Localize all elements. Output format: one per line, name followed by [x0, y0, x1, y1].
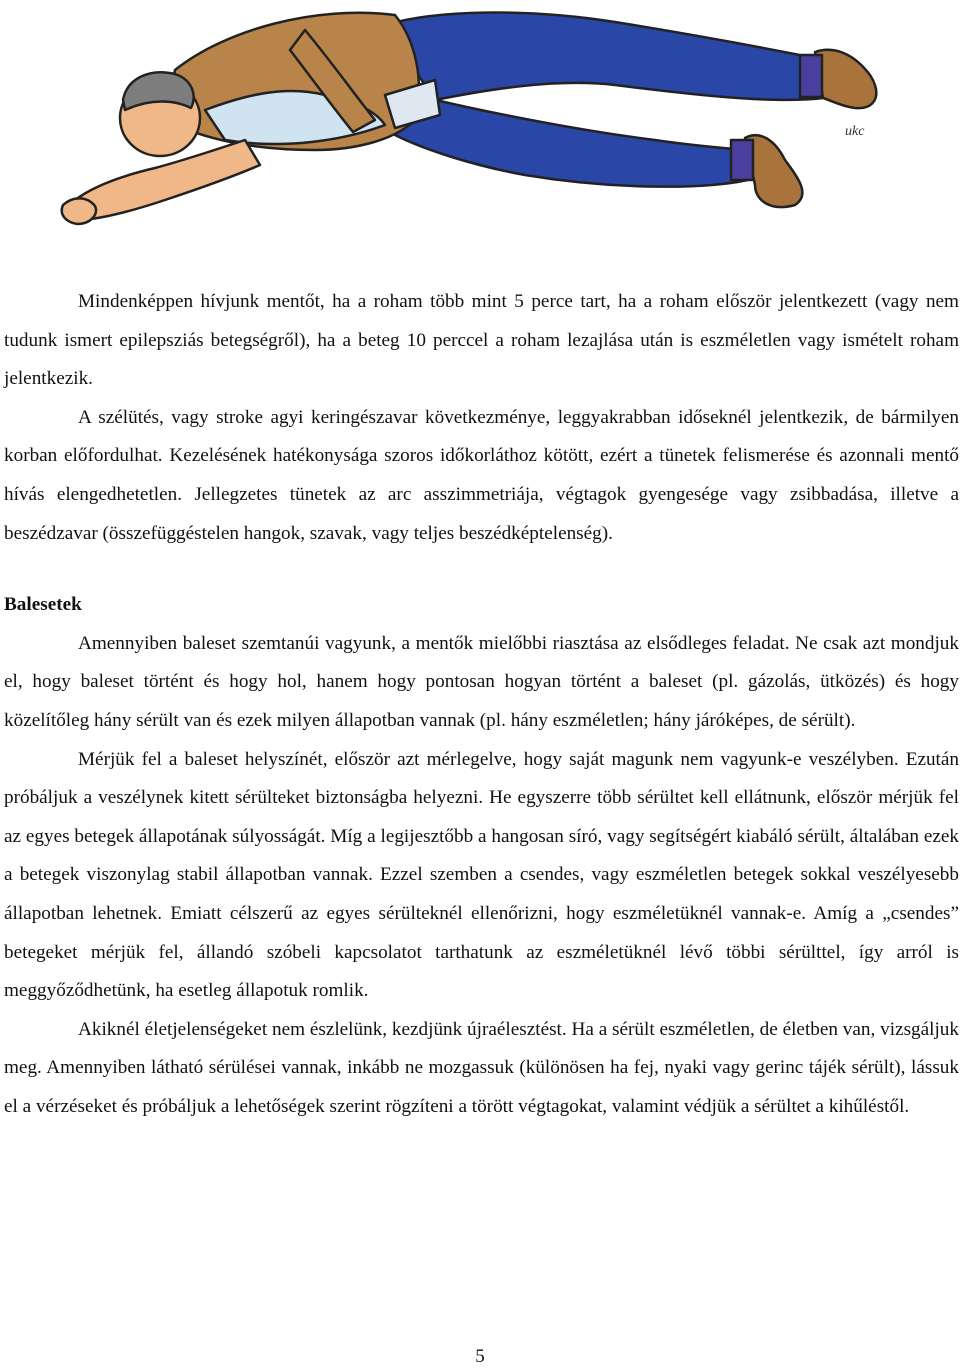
back-sock [731, 140, 753, 180]
front-leg [385, 13, 823, 100]
artist-signature: ukc [845, 124, 865, 139]
front-shoe [815, 50, 876, 108]
paragraph-resuscitation: Akiknél életjelenségeket nem észlelünk, kezdjünk újraélesztést. Ha a sérült eszméletlen, de életben van, vizsgáljuk meg. Amennyiben látható sérülései vannak, inkább ne mozgassuk (különösen ha fej, nyaki vagy gerinc tájék sérült), lássuk el a vérzéseket és próbáljuk a lehetőségek szerint rögzíteni a törött végtagokat, valamint védjük a sérültet a kihűléstől. [4, 1018, 959, 1117]
rear-leg [395, 95, 755, 187]
section-heading-balesetek: Balesetek [4, 594, 82, 616]
paragraph-scene-assessment: Mérjük fel a baleset helyszínét, először azt mérlegelve, hogy saját magunk nem vagyunk-e veszélyben. Ezután próbáljuk a veszélynek kitett sérülteket biztonságba helyezni. He egyszerre több sérültet kell ellátnunk, először mérjük fel az egyes betegek állapotának súlyosságát. Míg a legijesztőbb a hangosan síró, vagy segítségért kiabáló sérült, általában ezek a betegek viszonylag stabil állapotban vannak. Ezzel szemben a csendes, vagy eszméletlen betegek sokkal veszélyesebb állapotban lehetnek. Emiatt célszerű az egyes sérülteknél ellenőrizni, hogy eszméletüknél vannak-e. Amíg a „csendes” betegeket mérjük fel, állandó szóbeli kapcsolatot tarthatunk az eszméletüknél lévő többi sérülttel, így arról is meggyőződhetünk, ha esetleg állapotuk romlik. [4, 748, 959, 1002]
front-sock [800, 55, 822, 97]
hand [62, 198, 96, 224]
page-number: 5 [475, 1346, 485, 1367]
recovery-position-illustration [55, 0, 895, 240]
document-body [4, 283, 959, 1126]
paragraph-stroke: A szélütés, vagy stroke agyi keringészavar következménye, leggyakrabban időseknél jelentkezik, de bármilyen korban előfordulhat. Kezelésének hatékonysága szoros időkorláthoz kötött, ezért a tünetek felismerése és azonnali mentő hívás elengedhetetlen. Jellegzetes tünetek az arc asszimmetriája, végtagok gyengesége vagy zsibbadása, illetve a beszédzavar (összefüggéstelen hangok, szavak, vagy teljes beszédképtelenség). [4, 406, 959, 544]
paragraph-emergency-call: Mindenképpen hívjunk mentőt, ha a roham több mint 5 perce tart, ha a roham először jelentkezett (vagy nem tudunk ismert epilepsziás betegségről), ha a beteg 10 perccel a roham lezajlása után is eszméletlen vagy ismételt roham jelentkezik. [4, 291, 959, 390]
paragraph-accident-witness: Amennyiben baleset szemtanúi vagyunk, a mentők mielőbbi riasztása az elsődleges feladat. Ne csak azt mondjuk el, hogy baleset történt és hogy hol, hanem hogy pontosan hogyan történt a baleset (pl. gázolás, ütközés) és hogy közelítőleg hány sérült van és ezek milyen állapotban vannak (pl. hány eszméletlen; hány járóképes, de sérült). [4, 632, 959, 731]
